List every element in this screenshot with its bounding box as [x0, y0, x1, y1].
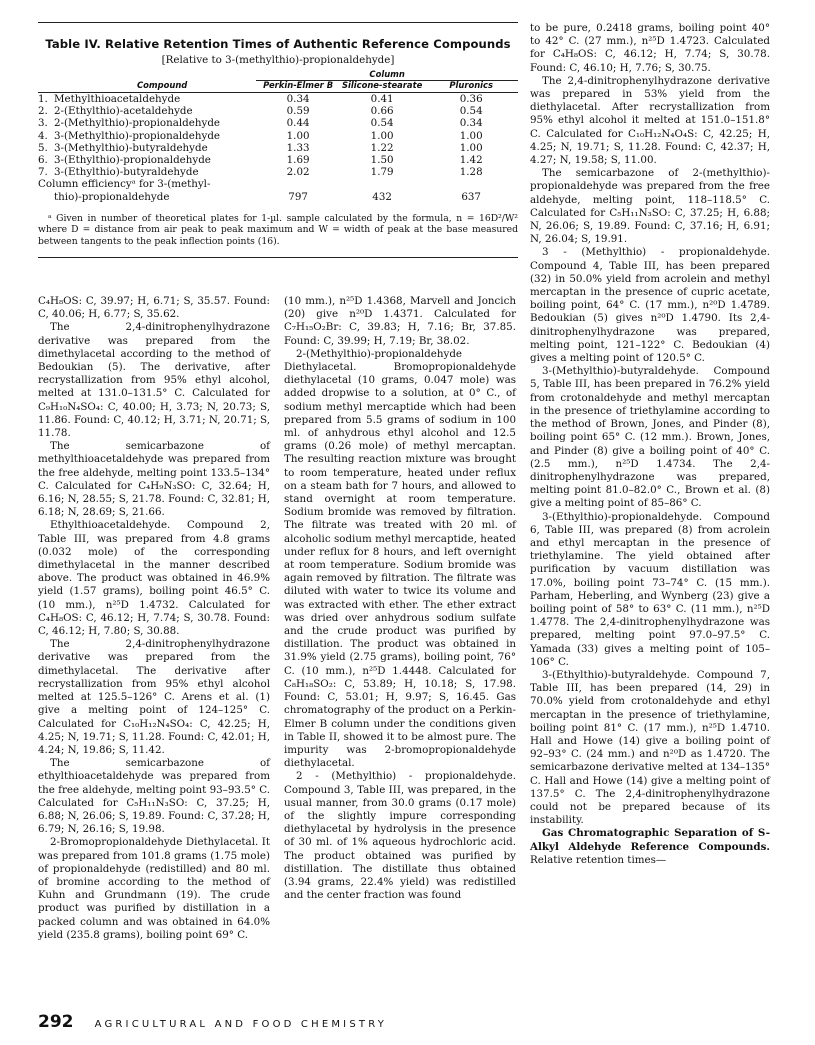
- paragraph: 3 - (Methylthio) - propionaldehyde. Compound 4, Table III, has been prepared (32) in 50.0% yield from acrolein and methyl mercaptan in the presence of cupric acetate, boiling point, 64° C. (17 mm.), n²⁰D 1.4789. Bedoukian (5) gives n²⁰D 1.4790. Its 2,4-dinitrophenylhydrazone was prepared, melting point, 121–122° C. Bedoukian (4) gives a melting point of 120.5° C.: [530, 246, 770, 365]
- efficiency-row: [38, 178, 518, 190]
- paragraph: 3-(Ethylthio)-butyraldehyde. Compound 7, Table III, has been prepared (14, 29) in 70.0% yield from crotonaldehyde and ethyl mercaptan in the presence of triethylamine, boiling point 81° C. (17 mm.), n²⁵D 1.4710. Hall and Howe (14) give a boiling point of 92–93° C. (24 mm.) and n²⁰D as 1.4720. The semicarbazone derivative melted at 134–135° C. Hall and Howe (14) give a melting point of 137.5° C. The 2,4-dinitrophenylhydrazone could not be prepared because of its instability.: [530, 668, 770, 827]
- compound-name: 2-(Methylthio)-propionaldehyde: [54, 117, 221, 130]
- table-row: [38, 154, 518, 166]
- paragraph: 2-Bromopropionaldehyde Diethylacetal. It was prepared from 101.8 grams (1.75 mole) of propionaldehyde (redistilled) and 80 ml. of bromine according to the method of Kuhn and Grundmann (19). The crude product was purified by distillation in a packed column and was obtained in 64.0% yield (235.8 grams), boiling point 69° C.: [38, 836, 270, 941]
- header-compound: Compound: [38, 81, 256, 93]
- paragraph: The semicarbazone of methylthioacetaldehyde was prepared from the free aldehyde, melting point 133.5–134° C. Calculated for C₄H₉N₃SO: C, 32.64; H, 6.16; N, 28.55; S, 21.78. Found: C, 32.81; H, 6.18; N, 28.69; S, 21.66.: [38, 440, 270, 519]
- paragraph: Ethylthioacetaldehyde. Compound 2, Table III, was prepared from 4.8 grams (0.032 mole) of the corresponding dimethylacetal in the manner described above. The product was obtained in 46.9% yield (1.57 grams), boiling point 46.5° C. (10 mm.), n²⁵D 1.4732. Calculated for C₄H₈OS: C, 46.12; H, 7.74; S, 30.78. Found: C, 46.12; H, 7.80; S, 30.88.: [38, 519, 270, 638]
- row-number: 3.: [38, 117, 48, 130]
- silicone-value: 1.22: [370, 141, 394, 154]
- efficiency-label: thio)-propionaldehyde: [54, 190, 170, 203]
- pluronics-value: 0.34: [459, 117, 483, 130]
- table-row: [38, 117, 518, 129]
- table-row: [38, 142, 518, 154]
- table-row: [38, 130, 518, 142]
- table-body: [38, 93, 518, 203]
- paragraph: 3-(Ethylthio)-propionaldehyde. Compound 6, Table III, was prepared (8) from acrolein and ethyl mercaptan in the presence of triethylamine. The yield obtained after purification by vacuum distillation was 17.0%, boiling point 73–74° C. (15 mm.). Parham, Heberling, and Wynberg (23) give a boiling point of 58° to 63° C. (11 mm.), n²⁵D 1.4778. The 2,4-dinitrophenylhydrazone was prepared, melting point 97.0–97.5° C. Yamada (33) gives a melting point of 105–106° C.: [530, 510, 770, 668]
- silicone-value: 1.50: [370, 154, 394, 167]
- compound-name: 3-(Methylthio)-propionaldehyde: [54, 129, 221, 142]
- bottom-rule: [38, 257, 518, 258]
- pluronics-value: 1.42: [459, 154, 483, 167]
- perkin-elmer-value: 1.69: [286, 154, 310, 167]
- efficiency-value: 432: [372, 190, 392, 203]
- silicone-value: 0.54: [370, 117, 394, 130]
- row-number: 2.: [38, 105, 48, 118]
- perkin-elmer-value: 0.44: [286, 117, 310, 130]
- table-subtitle: [Relative to 3-(methylthio)-propionaldehyde]: [161, 54, 395, 66]
- text-column-3: [530, 22, 770, 867]
- paragraph: 2-(Methylthio)-propionaldehyde Diethylacetal. Bromopropionaldehyde diethylacetal (10 grams, 0.047 mole) was added dropwise to a solution, at 0° C., of sodium methyl mercaptide which had been prepared from 5.5 grams of sodium in 100 ml. of anhydrous ethyl alcohol and 12.5 grams (0.26 mole) of methyl mercaptan. The resulting reaction mixture was brought to room temperature, heated under reflux on a steam bath for 7 hours, and allowed to stand overnight at room temperature. Sodium bromide was removed by filtration. The filtrate was treated with 20 ml. of alcoholic sodium methyl mercaptide, heated under reflux for 8 hours, and left overnight at room temperature. Sodium bromide was again removed by filtration. The filtrate was diluted with water to twice its volume and was extracted with ether. The ether extract was dried over anhydrous sodium sulfate and the crude product was purified by distillation. The product was obtained in 31.9% yield (2.75 grams), boiling point, 76° C. (10 mm.), n²⁵D 1.4448. Calculated for C₈H₁₈SO₂: C, 53.89; H, 10.18; S, 17.98. Found: C, 53.01; H, 9.97; S, 16.45. Gas chromatography of the product on a Perkin-Elmer B column under the conditions given in Table II, showed it to be almost pure. The impurity was 2-bromopropionaldehyde diethylacetal.: [284, 347, 516, 770]
- paragraph: The semicarbazone of ethylthioacetaldehyde was prepared from the free aldehyde, melting point 93–93.5° C. Calculated for C₅H₁₁N₃SO: C, 37.25; H, 6.88; N, 26.06; S, 19.89. Found: C, 37.28; H, 6.79; N, 26.16; S, 19.98.: [38, 757, 270, 836]
- pluronics-value: 0.54: [459, 105, 483, 118]
- header-pluronics: Pluronics: [424, 81, 518, 93]
- paragraph: The 2,4-dinitrophenylhydrazone derivative was prepared in 53% yield from the diethylacetal. After recrystallization from 95% ethyl alcohol it melted at 151.0–151.8° C. Calculated for C₁₀H₁₂N₄O₄S: C, 42.25; H, 4.25; N, 19.71; S, 11.28. Found: C, 42.37; H, 4.27; N, 19.58; S, 11.00.: [530, 74, 770, 167]
- compound-name: 3-(Ethylthio)-propionaldehyde: [54, 154, 211, 167]
- compound-name: Methylthioacetaldehyde: [54, 93, 181, 105]
- paragraph: The semicarbazone of 2-(methylthio)-propionaldehyde was prepared from the free aldehyde, melting point, 118–118.5° C. Calculated for C₅H₁₁N₃SO: C, 37.25; H, 6.88; N, 26.06; S, 19.89. Found: C, 37.16; H, 6.91; N, 26.04; S, 19.91.: [530, 167, 770, 246]
- row-number: 5.: [38, 141, 48, 154]
- section-subhead-paragraph: [530, 827, 770, 867]
- pluronics-value: 1.28: [459, 166, 483, 179]
- table-title: Table IV. Relative Retention Times of Authentic Reference Compounds: [45, 37, 511, 51]
- perkin-elmer-value: 2.02: [286, 166, 310, 179]
- row-number: 7.: [38, 166, 48, 179]
- pluronics-value: 1.00: [459, 141, 483, 154]
- efficiency-row: [38, 191, 518, 203]
- page-number: 292: [38, 1012, 74, 1032]
- silicone-value: 0.66: [370, 105, 394, 118]
- silicone-value: 1.00: [370, 129, 394, 142]
- retention-table: [38, 70, 518, 203]
- row-number: 1.: [38, 93, 48, 105]
- perkin-elmer-value: 0.59: [286, 105, 310, 118]
- top-rule: [38, 22, 518, 23]
- text-column-2: [284, 295, 516, 902]
- compound-name: 3-(Methylthio)-butyraldehyde: [54, 141, 208, 154]
- perkin-elmer-value: 0.34: [286, 93, 310, 105]
- silicone-value: 1.79: [370, 166, 394, 179]
- silicone-value: 0.41: [370, 93, 394, 105]
- efficiency-label: Column efficiencyᵃ for 3-(methyl-: [38, 178, 211, 191]
- compound-name: 2-(Ethylthio)-acetaldehyde: [54, 105, 193, 118]
- row-number: 4.: [38, 129, 48, 142]
- section-lead-text: Relative retention times—: [530, 853, 667, 866]
- row-number: 6.: [38, 154, 48, 167]
- page-footer: [38, 1012, 387, 1032]
- header-perkin-elmer: Perkin-Elmer B: [256, 81, 340, 93]
- header-silicone-stearate: Silicone-stearate: [340, 81, 424, 93]
- column-group-header: Column: [256, 70, 518, 81]
- paragraph: The 2,4-dinitrophenylhydrazone derivative was prepared from the dimethylacetal according to the method of Bedoukian (5). The derivative, after recrystallization from 95% ethyl alcohol, melted at 131.0–131.5° C. Calculated for C₉H₁₀N₄SO₄: C, 40.00; H, 3.73; N, 20.73; S, 11.86. Found: C, 40.12; H, 3.71; N, 20.71; S, 11.78.: [38, 321, 270, 440]
- efficiency-value: 797: [288, 190, 308, 203]
- efficiency-value: 637: [461, 190, 481, 203]
- table-row: [38, 93, 518, 106]
- compound-name: 3-(Ethylthio)-butyraldehyde: [54, 166, 199, 179]
- perkin-elmer-value: 1.00: [286, 129, 310, 142]
- paragraph: to be pure, 0.2418 grams, boiling point 40° to 42° C. (27 mm.), n²⁵D 1.4723. Calculated for C₄H₈OS: C, 46.12; H, 7.74; S, 30.78. Found: C, 46.10; H, 7.76; S, 30.75.: [530, 22, 770, 74]
- pluronics-value: 1.00: [459, 129, 483, 142]
- section-subhead: Gas Chromatographic Separation of S-Alkyl Aldehyde Reference Compounds.: [530, 827, 770, 853]
- table-iv: [38, 22, 518, 258]
- journal-name: AGRICULTURAL AND FOOD CHEMISTRY: [94, 1019, 388, 1030]
- table-footnote: ᵃ Given in number of theoretical plates for 1-µl. sample calculated by the formula, n = 16D²/W² where D = distance from air peak to peak maximum and W = width of peak at the base measured between tangents to the peak inflection points (16).: [38, 212, 518, 247]
- paragraph: The 2,4-dinitrophenylhydrazone derivative was prepared from the dimethylacetal. The derivative after recrystallization from 95% ethyl alcohol melted at 125.5–126° C. Arens et al. (1) give a melting point of 124–125° C. Calculated for C₁₀H₁₂N₄SO₄: C, 42.25; H, 4.25; N, 19.71; S, 11.28. Found: C, 42.01; H, 4.24; N, 19.86; S, 11.42.: [38, 638, 270, 756]
- paragraph: 2 - (Methylthio) - propionaldehyde. Compound 3, Table III, was prepared, in the usual manner, from 30.0 grams (0.17 mole) of the slightly impure corresponding diethylacetal by hydrolysis in the presence of 30 ml. of 1% aqueous hydrochloric acid. The product obtained was purified by distillation. The distillate thus obtained (3.94 grams, 22.4% yield) was redistilled and the center fraction was found: [284, 770, 516, 902]
- table-row: [38, 105, 518, 117]
- perkin-elmer-value: 1.33: [286, 141, 310, 154]
- table-row: [38, 166, 518, 178]
- paragraph: (10 mm.), n²⁵D 1.4368, Marvell and Joncich (20) give n²⁰D 1.4371. Calculated for C₇H₁₅O₂Br: C, 39.83; H, 7.16; Br, 37.85. Found: C, 39.99; H, 7.19; Br, 38.02.: [284, 295, 516, 347]
- paragraph: C₄H₈OS: C, 39.97; H, 6.71; S, 35.57. Found: C, 40.06; H, 6.77; S, 35.62.: [38, 295, 270, 321]
- paragraph: 3-(Methylthio)-butyraldehyde. Compound 5, Table III, has been prepared in 76.2% yield from crotonaldehyde and methyl mercaptan in the presence of triethylamine according to the method of Brown, Jones, and Pinder (8), boiling point 65° C. (12 mm.). Brown, Jones, and Pinder (8) give a boiling point of 40° C. (2.5 mm.), n²⁵D 1.4734. The 2,4-dinitrophenylhydrazone was prepared, melting point 81.0–82.0° C., Brown et al. (8) give a melting point of 85–86° C.: [530, 365, 770, 510]
- pluronics-value: 0.36: [459, 93, 483, 105]
- text-column-1: [38, 295, 270, 942]
